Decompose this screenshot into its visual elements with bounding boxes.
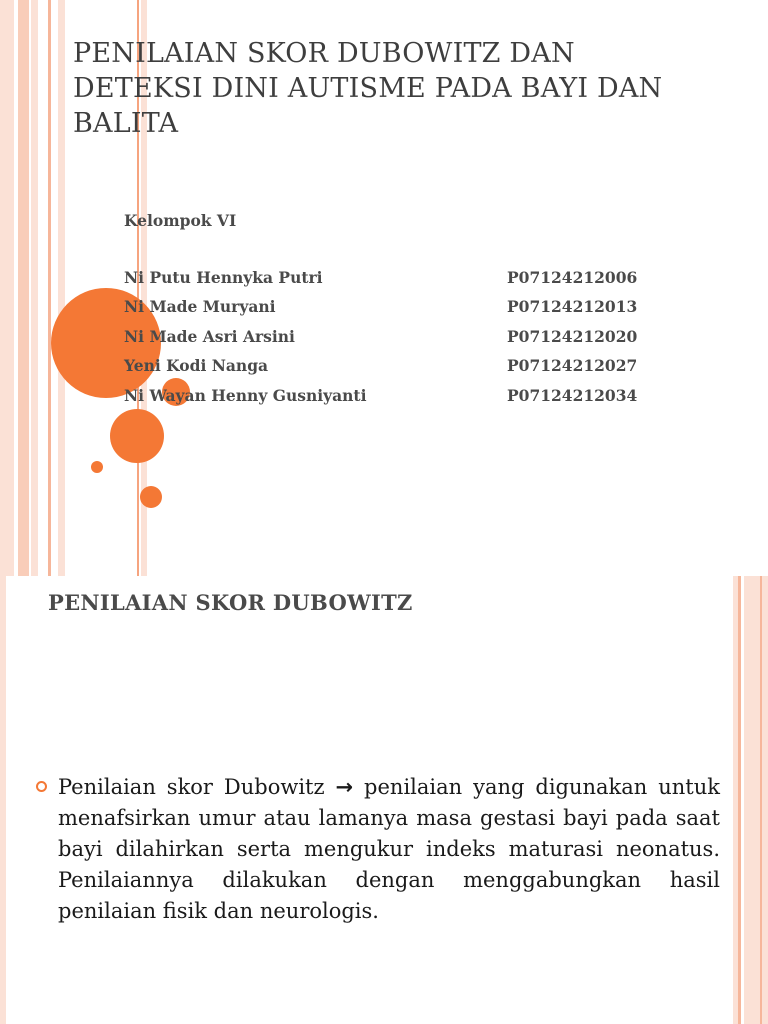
member-row — [124, 356, 684, 385]
bullet-item — [36, 772, 720, 927]
bullet-definition: penilaian yang digunakan untuk menafsirkan umur atau lamanya masa gestasi bayi pada saat bayi dilahirkan serta mengukur indeks maturasi neonatus. Penilaiannya dilakukan dengan menggabungkan hasil penilaian fisik dan neurologis. — [58, 775, 720, 923]
member-id: P07124212013 — [507, 297, 638, 317]
bullet-text — [58, 772, 720, 927]
member-list — [124, 268, 684, 415]
decor-stripe — [31, 0, 38, 576]
member-row — [124, 268, 684, 297]
member-row — [124, 327, 684, 356]
decor-stripe — [0, 576, 6, 1024]
bullet-ring-icon — [36, 781, 47, 792]
decor-stripe — [744, 576, 760, 1024]
decor-stripe — [0, 0, 14, 576]
member-row — [124, 297, 684, 326]
member-name: Ni Made Muryani — [124, 297, 276, 317]
decor-circle-tiny — [91, 461, 103, 473]
decor-stripe — [762, 576, 768, 1024]
bullet-term: Penilaian skor Dubowitz — [58, 775, 325, 799]
slide-title: PENILAIAN SKOR DUBOWITZ DAN DETEKSI DINI AUTISME PADA BAYI DAN BALITA — [73, 38, 663, 139]
decor-circle-medium — [110, 409, 164, 463]
member-name: Ni Made Asri Arsini — [124, 326, 295, 346]
member-id: P07124212006 — [507, 268, 638, 287]
member-id: P07124212020 — [507, 326, 638, 346]
decor-stripe — [48, 0, 51, 576]
arrow-right-icon: → — [335, 775, 354, 799]
decor-circle-small — [140, 486, 162, 508]
slide-title: PENILAIAN SKOR DUBOWITZ — [48, 590, 413, 615]
member-name: Ni Wayan Henny Gusniyanti — [124, 385, 367, 405]
group-label: Kelompok VI — [124, 211, 237, 230]
member-name: Ni Putu Hennyka Putri — [124, 268, 323, 287]
member-id: P07124212027 — [507, 356, 638, 376]
decor-stripe — [18, 0, 29, 576]
member-name: Yeni Kodi Nanga — [124, 356, 269, 376]
decor-stripe — [58, 0, 65, 576]
member-row — [124, 386, 684, 415]
slide-2 — [0, 576, 768, 1024]
member-id: P07124212034 — [507, 385, 638, 405]
